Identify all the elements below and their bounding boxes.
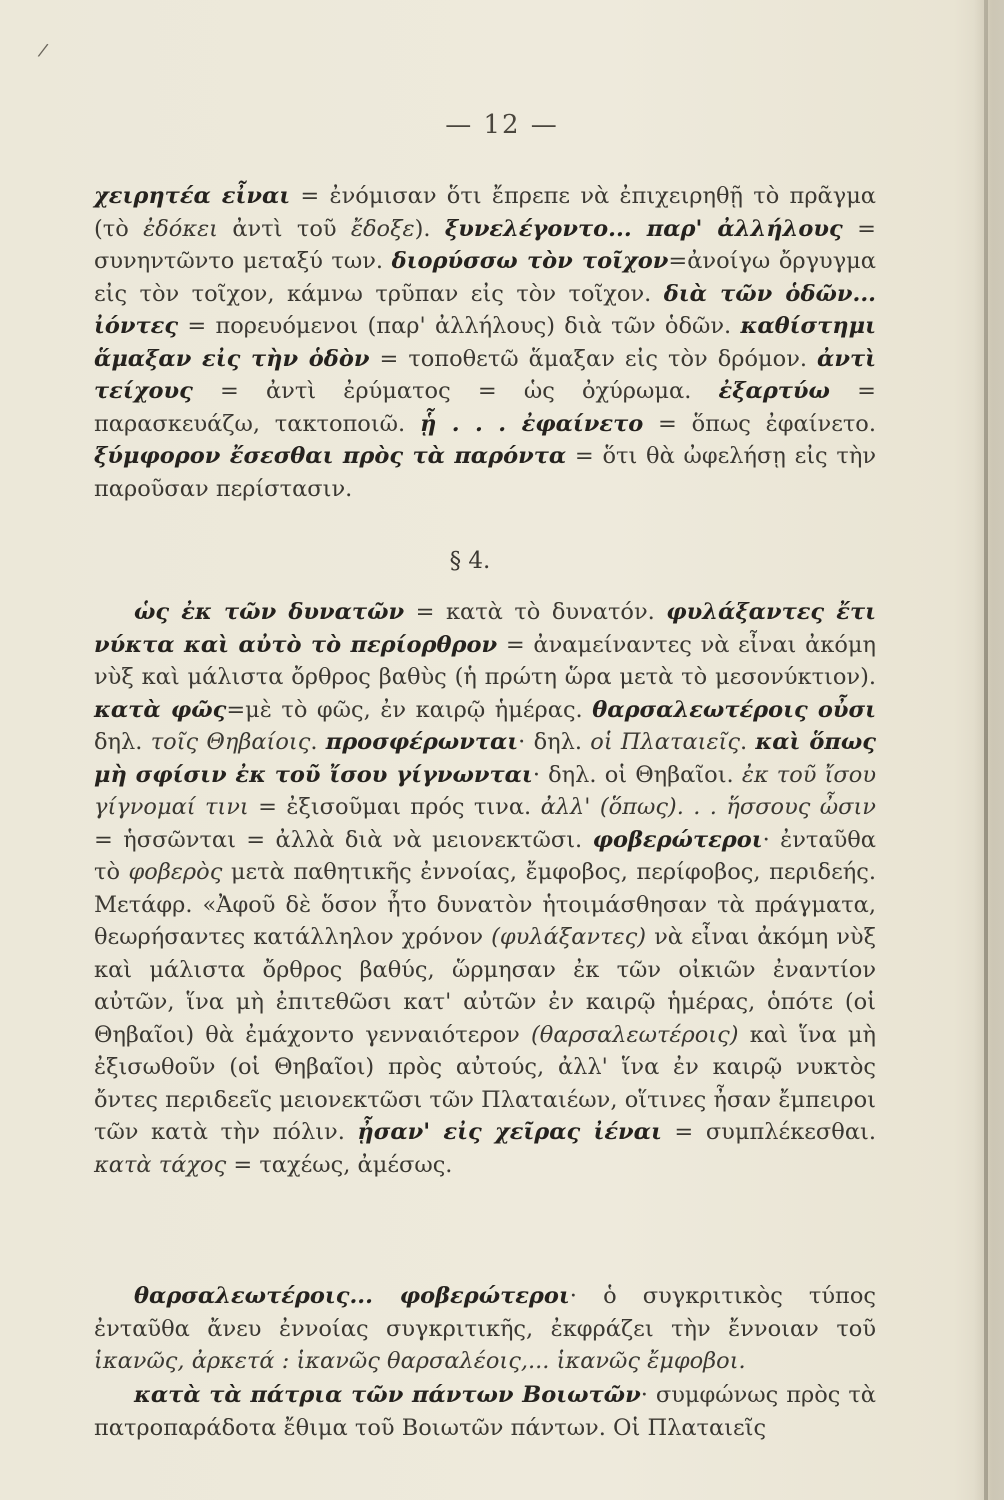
gloss-text: ἀντὶ τοῦ [217, 215, 351, 242]
lemma: ᾖσαν' εἰς χεῖρας ἰέναι [357, 1119, 662, 1145]
lemma: καὶ ὅπως μὴ σφίσιν ἐκ τοῦ ἴσου γίγνωνται [94, 729, 876, 788]
page-edge-shadow [974, 0, 1004, 1500]
gloss-text: · ἐνταῦθα τὸ [94, 826, 876, 885]
gloss-text: = ἐνόμισαν ὅτι ἔπρεπε νὰ ἐπιχειρηθῇ τὸ πρᾶγμα (τὸ [94, 183, 877, 242]
italic-term: ἔδοξε [350, 215, 415, 242]
lemma: ξύμφορον ἔσεσθαι πρὸς τὰ παρόντα [94, 443, 567, 469]
gloss-text: = τοποθετῶ ἅμαξαν εἰς τὸν δρόμον. [369, 345, 818, 372]
lemma: θαρσαλεωτέροις... φοβερώτεροι [134, 1283, 570, 1309]
paragraph-commentary-3 [94, 1280, 876, 1378]
lemma: ὡς ἐκ τῶν δυνατῶν [134, 599, 405, 625]
italic-term: φοβερὸς [128, 859, 223, 885]
italic-term: ἱκανῶς, ἀρκετά : ἱκανῶς θαρσαλέοις,... ἱκανῶς ἔμφοβοι. [94, 1348, 746, 1374]
gloss-text: = ἀναμείναντες νὰ εἶναι ἀκόμη νὺξ καὶ μάλιστα ὄρθρος βαθὺς (ἡ πρώτη ὥρα μετὰ τὸ μεσονύκτιον). [94, 631, 876, 690]
italic-term: τοῖς Θηβαίοις [150, 729, 311, 755]
lemma: κατὰ τὰ πάτρια τῶν πάντων Βοιωτῶν [134, 1382, 641, 1408]
page-binding-edge [984, 0, 988, 1500]
gloss-text: δηλ. [94, 729, 151, 755]
gloss-text: = ἐξισοῦμαι πρός τινα. [248, 794, 541, 820]
gloss-text: · ὁ συγκριτικὸς τύπος ἐνταῦθα ἄνευ ἐννοίας συγκριτικῆς, ἐκφράζει τὴν ἔννοιαν τοῦ [94, 1283, 876, 1342]
paragraph-commentary-1 [94, 180, 876, 505]
italic-term: ἀλλ' (ὅπως). . . ἥσσους ὦσιν [540, 794, 876, 820]
lemma: διορύσσω τὸν τοῖχον [391, 248, 669, 274]
gloss-text: = συμπλέκεσθαι. [661, 1119, 876, 1145]
italic-term: (θαρσαλεωτέροις) [531, 1021, 739, 1048]
italic-term: ἐδόκει [143, 215, 218, 242]
italic-term: οἱ Πλαταιεῖς [590, 729, 740, 755]
lemma: καθίστημι ἅμαξαν εἰς τὴν ὁδὸν [94, 313, 876, 372]
gloss-text: . [310, 729, 326, 755]
lemma: κατὰ φῶς [94, 696, 227, 723]
gloss-text: νὰ εἶναι ἀκόμη νὺξ καὶ μάλιστα ὄρθρος βαθύς, ὥρμησαν ἐκ τῶν οἰκιῶν ἐναντίον αὐτῶν, ἵνα μὴ ἐπιτεθῶσι κατ' αὐτῶν ἐν καιρῷ ἡμέρας, ὁπότε (οἱ Θηβαῖοι) θὰ ἐμάχοντο γενναιότερον [94, 924, 877, 1048]
gloss-text: · δηλ. [518, 729, 591, 755]
gloss-text: = ἀντὶ ἐρύματος = ὡς ὀχύρωμα. [192, 378, 719, 404]
gloss-text: ). [414, 215, 445, 242]
gloss-text: . [739, 729, 756, 755]
italic-term: (φυλάξαντες) [491, 924, 646, 950]
lemma: χειρητέα εἶναι [94, 183, 291, 209]
lemma: ᾗ . . . ἐφαίνετο [419, 410, 644, 437]
corner-mark: / [36, 39, 50, 62]
gloss-text: = ταχέως, ἀμέσως. [226, 1151, 453, 1178]
page-number: — 12 — [445, 110, 559, 140]
lemma: διὰ τῶν ὁδῶν... ἰόντες [94, 280, 876, 339]
gloss-text: = ἡσσῶνται = ἀλλὰ διὰ νὰ μειονεκτῶσι. [94, 826, 593, 853]
gloss-text: = συνηντῶντο μεταξύ των. [94, 215, 876, 274]
gloss-text: = κατὰ τὸ δυνατόν. [404, 599, 667, 625]
gloss-text: =μὲ τὸ φῶς, ἐν καιρῷ ἡμέρας. [226, 696, 593, 723]
gloss-text: · δηλ. οἱ Θηβαῖοι. [532, 761, 742, 788]
lemma: φοβερώτεροι [592, 826, 763, 853]
lemma: ἀντὶ τείχους [94, 345, 876, 404]
gloss-text: =ἀνοίγω ὄργυγμα εἰς τὸν τοῖχον, κάμνω τρῦπαν εἰς τὸν τοῖχον. [94, 248, 876, 307]
gloss-text: = παρασκευάζω, τακτοποιῶ. [94, 378, 876, 437]
paragraph-commentary-2 [94, 596, 876, 1181]
italic-term: κατὰ τάχος [94, 1151, 227, 1178]
lemma: ξυνελέγοντο... παρ' ἀλλήλους [444, 215, 843, 242]
lemma: ἐξαρτύω [718, 378, 830, 404]
section-heading: § 4. [449, 548, 491, 574]
gloss-text: · συμφώνως πρὸς τὰ πατροπαράδοτα ἔθιμα τοῦ Βοιωτῶν πάντων. Οἱ Πλαταιεῖς [94, 1382, 876, 1441]
lemma: φυλάξαντες ἔτι νύκτα καὶ αὐτὸ τὸ περίορθρον [94, 599, 876, 658]
gloss-text: = ὅτι θὰ ὠφελήσῃ εἰς τὴν παροῦσαν περίστασιν. [94, 443, 876, 502]
paragraph-commentary-4 [94, 1379, 876, 1444]
lemma: προσφέρωνται [325, 729, 519, 755]
gloss-text: καὶ ἵνα μὴ ἐξισωθοῦν (οἱ Θηβαῖοι) πρὸς αὐτούς, ἀλλ' ἵνα ἐν καιρῷ νυκτὸς ὄντες περιδεεῖς μειονεκτῶσι τῶν Πλαταιέων, οἵτινες ἦσαν ἔμπειροι τῶν κατὰ τὴν πόλιν. [94, 1021, 876, 1145]
gloss-text: = πορευόμενοι (παρ' ἀλλήλους) διὰ τῶν ὁδῶν. [178, 313, 741, 339]
italic-term: ἐκ τοῦ ἴσου γίγνομαί τινι [94, 761, 876, 820]
gloss-text: μετὰ παθητικῆς ἐννοίας, ἔμφοβος, περίφοβος, περιδεής. Μετάφρ. «Ἀφοῦ δὲ ὅσον ἦτο δυνατὸν ἡτοιμάσθησαν τὰ πράγματα, θεωρήσαντες κατάλληλον χρόνον [94, 859, 876, 950]
lemma: θαρσαλεωτέροις οὖσι [592, 696, 876, 723]
gloss-text: = ὅπως ἐφαίνετο. [643, 410, 876, 437]
